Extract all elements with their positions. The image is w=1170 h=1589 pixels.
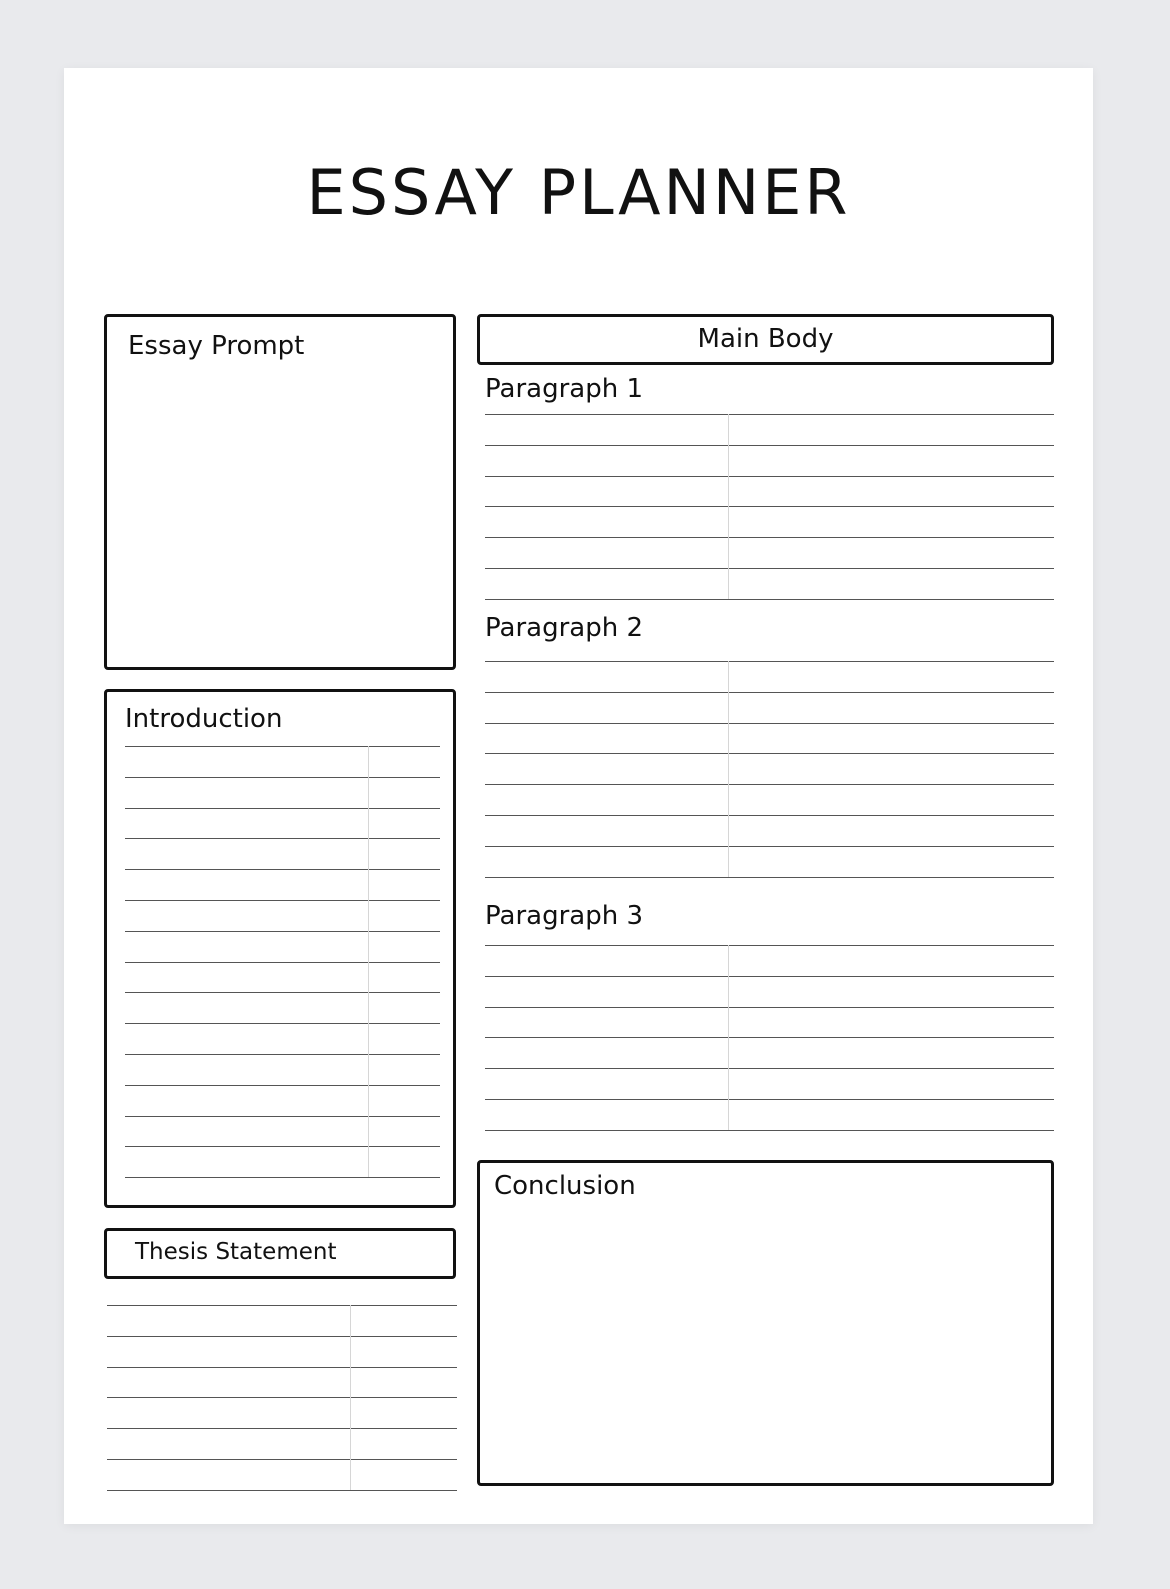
writing-line (125, 1116, 440, 1117)
main-body-header (477, 314, 1054, 365)
writing-line (485, 1007, 1054, 1008)
writing-line (125, 1023, 440, 1024)
paragraph-1-lines[interactable] (485, 414, 1054, 604)
essay-prompt-box[interactable] (104, 314, 456, 670)
introduction-label: Introduction (125, 704, 283, 734)
column-divider (728, 414, 729, 599)
introduction-lines[interactable] (125, 746, 440, 1178)
paragraph-2-lines[interactable] (485, 661, 1054, 881)
writing-line (125, 808, 440, 809)
page-title: ESSAY PLANNER (306, 156, 851, 229)
main-body-label: Main Body (697, 324, 834, 354)
writing-line (125, 746, 440, 747)
writing-line (125, 1177, 440, 1178)
writing-line (125, 777, 440, 778)
writing-line (485, 1068, 1054, 1069)
writing-line (125, 992, 440, 993)
writing-line (485, 815, 1054, 816)
writing-line (485, 692, 1054, 693)
paragraph-1-label: Paragraph 1 (485, 374, 643, 404)
column-divider (728, 661, 729, 877)
thesis-statement-label: Thesis Statement (135, 1239, 337, 1265)
paragraph-3-label: Paragraph 3 (485, 901, 643, 931)
writing-line (107, 1397, 457, 1398)
column-divider (368, 746, 369, 1177)
writing-line (485, 976, 1054, 977)
writing-line (485, 846, 1054, 847)
writing-line (485, 414, 1054, 415)
column-divider (350, 1305, 351, 1490)
planner-sheet (64, 68, 1093, 1524)
writing-line (485, 753, 1054, 754)
writing-line (485, 568, 1054, 569)
writing-line (485, 723, 1054, 724)
writing-line (485, 599, 1054, 600)
writing-line (485, 784, 1054, 785)
writing-line (485, 1099, 1054, 1100)
writing-line (485, 877, 1054, 878)
writing-line (125, 962, 440, 963)
column-divider (728, 945, 729, 1130)
writing-line (125, 838, 440, 839)
writing-line (125, 1085, 440, 1086)
writing-line (107, 1490, 457, 1491)
writing-line (125, 1054, 440, 1055)
writing-line (107, 1336, 457, 1337)
introduction-box (104, 689, 456, 1208)
writing-line (485, 661, 1054, 662)
writing-line (485, 945, 1054, 946)
conclusion-label: Conclusion (494, 1171, 636, 1201)
thesis-statement-box (104, 1228, 456, 1279)
writing-line (107, 1428, 457, 1429)
writing-line (485, 537, 1054, 538)
writing-line (485, 1037, 1054, 1038)
essay-prompt-label: Essay Prompt (128, 331, 305, 361)
writing-line (125, 869, 440, 870)
writing-line (107, 1459, 457, 1460)
writing-line (125, 900, 440, 901)
conclusion-box[interactable] (477, 1160, 1054, 1486)
writing-line (107, 1305, 457, 1306)
writing-line (125, 931, 440, 932)
writing-line (107, 1367, 457, 1368)
writing-line (485, 445, 1054, 446)
writing-line (125, 1146, 440, 1147)
paragraph-3-lines[interactable] (485, 945, 1054, 1135)
thesis-statement-lines[interactable] (107, 1305, 457, 1495)
writing-line (485, 476, 1054, 477)
writing-line (485, 506, 1054, 507)
writing-line (485, 1130, 1054, 1131)
paragraph-2-label: Paragraph 2 (485, 613, 643, 643)
